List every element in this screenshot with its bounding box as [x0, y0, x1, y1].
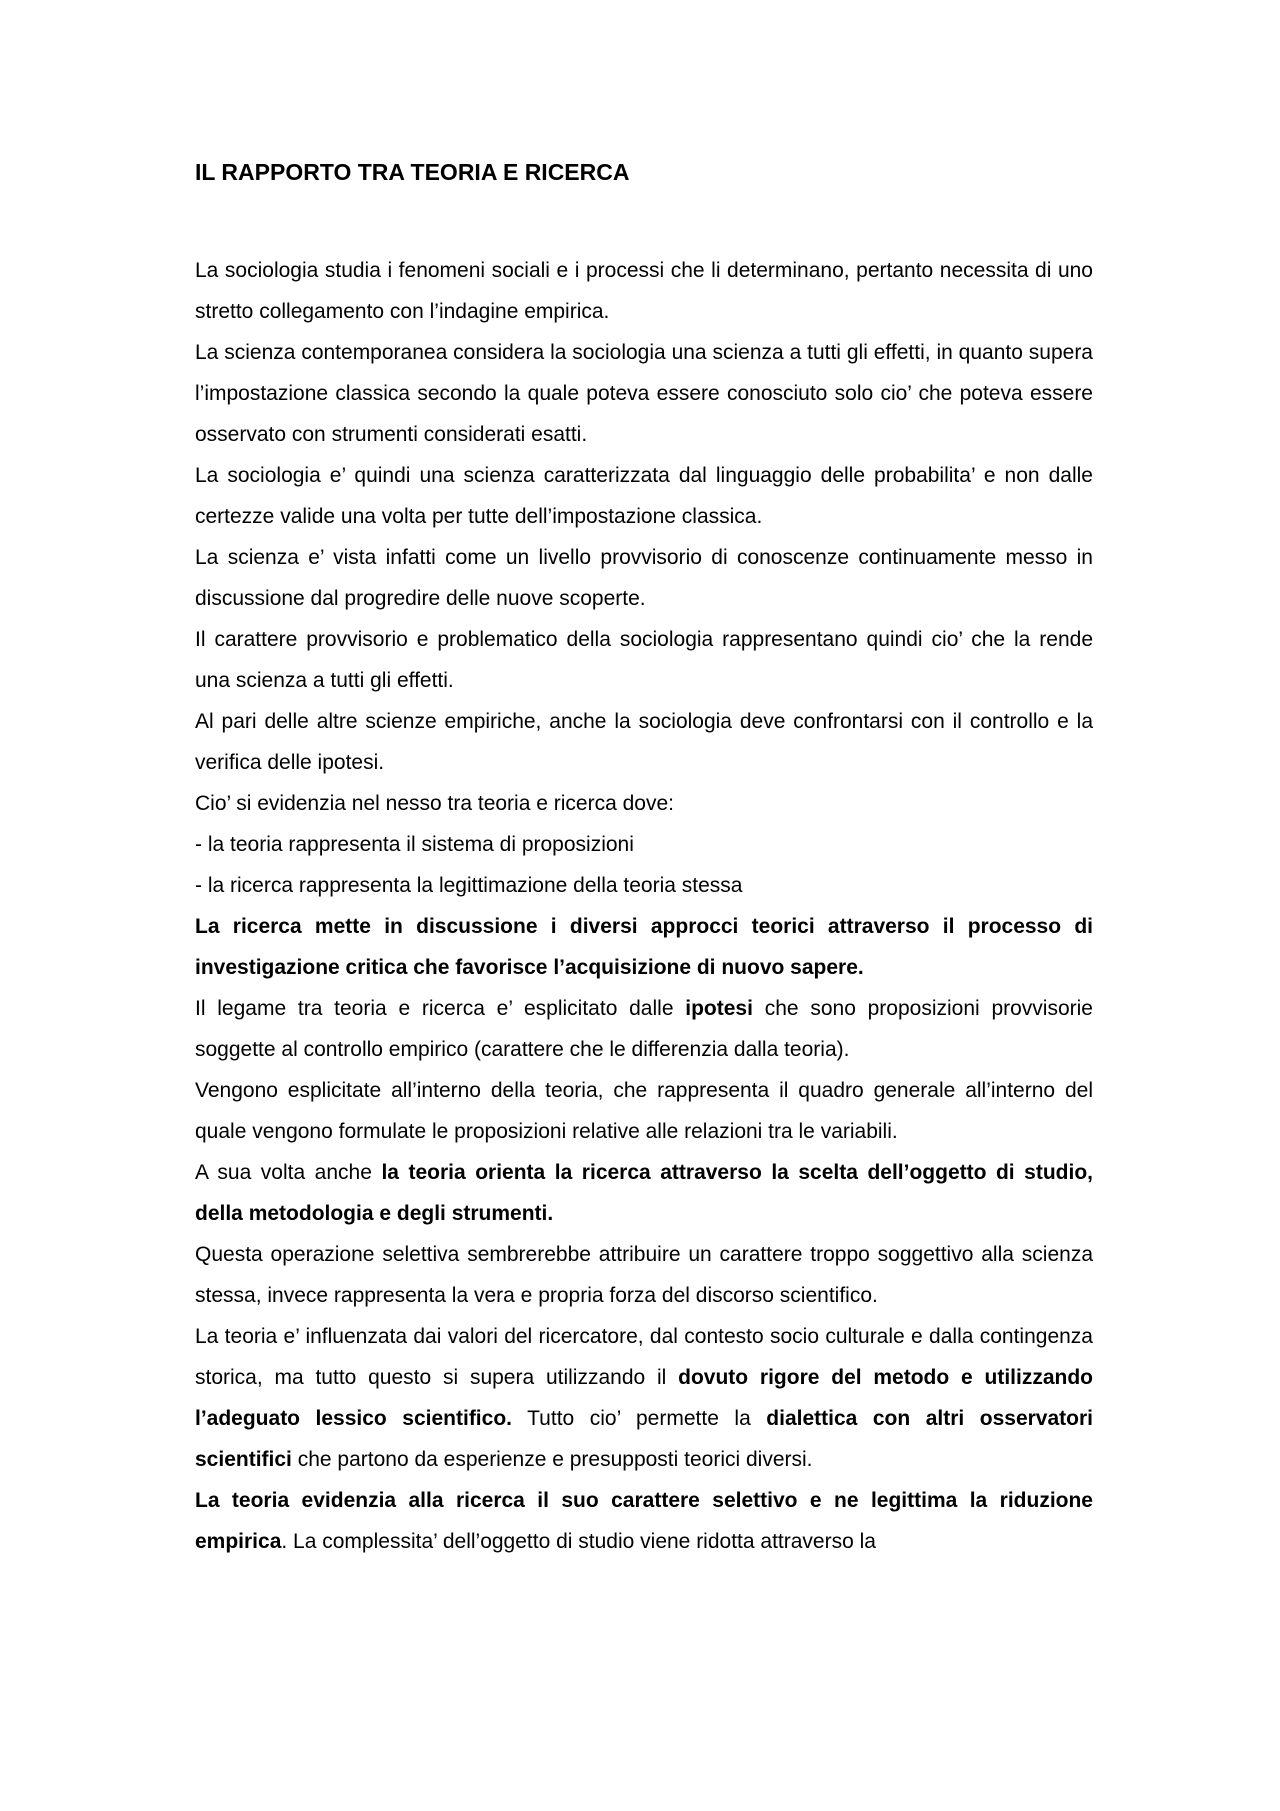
paragraph: [195, 1480, 1093, 1562]
document-page: [195, 150, 1093, 1562]
paragraph: [195, 537, 1093, 619]
text-run: La sociologia e’ quindi una scienza caratterizzata dal linguaggio delle probabilita’ e non dalle certezze valide una volta per tutte dell’impostazione classica.: [195, 464, 1093, 528]
document-body: [195, 250, 1093, 1562]
paragraph: [195, 1152, 1093, 1234]
paragraph: [195, 1070, 1093, 1152]
text-run: Tutto cio’ permette la: [511, 1407, 767, 1430]
text-run: - la teoria rappresenta il sistema di proposizioni: [195, 833, 634, 856]
paragraph: [195, 455, 1093, 537]
paragraph: [195, 619, 1093, 701]
text-run: che partono da esperienze e presupposti teorici diversi.: [291, 1448, 813, 1471]
text-run: - la ricerca rappresenta la legittimazione della teoria stessa: [195, 874, 743, 897]
bold-text-run: dovuto rigore del metodo e utilizzando l’adeguato lessico scientifico.: [195, 1366, 1093, 1430]
text-run: che sono proposizioni provvisorie soggette al controllo empirico (carattere che le differenzia dalla teoria).: [195, 997, 1093, 1061]
paragraph: [195, 783, 1093, 824]
text-run: Vengono esplicitate all’interno della teoria, che rappresenta il quadro generale all’interno del quale vengono formulate le proposizioni relative alle relazioni tra le variabili.: [195, 1079, 1093, 1143]
bold-text-run: La teoria evidenzia alla ricerca il suo carattere selettivo e ne legittima la riduzione empirica: [195, 1489, 1093, 1553]
text-run: La teoria e’ influenzata dai valori del ricercatore, dal contesto socio culturale e dalla contingenza storica, ma tutto questo si supera utilizzando il: [195, 1325, 1093, 1389]
paragraph: [195, 906, 1093, 988]
bold-text-run: La ricerca mette in discussione i diversi approcci teorici attraverso il processo di investigazione critica che favorisce l’acquisizione di nuovo sapere.: [195, 915, 1093, 979]
bold-text-run: dialettica con altri osservatori scientifici: [195, 1407, 1093, 1471]
paragraph: [195, 332, 1093, 455]
paragraph: [195, 988, 1093, 1070]
paragraph: [195, 250, 1093, 332]
paragraph: [195, 865, 1093, 906]
text-run: Questa operazione selettiva sembrerebbe attribuire un carattere troppo soggettivo alla scienza stessa, invece rappresenta la vera e propria forza del discorso scientifico.: [195, 1243, 1093, 1307]
text-run: Il legame tra teoria e ricerca e’ esplicitato dalle: [195, 997, 686, 1020]
paragraph: [195, 1316, 1093, 1480]
text-run: La scienza e’ vista infatti come un livello provvisorio di conoscenze continuamente messo in discussione dal progredire delle nuove scoperte.: [195, 546, 1093, 610]
text-run: Cio’ si evidenzia nel nesso tra teoria e ricerca dove:: [195, 792, 674, 815]
title-spacer: [195, 194, 1093, 250]
bold-text-run: la teoria orienta la ricerca attraverso la scelta dell’oggetto di studio, della metodologia e degli strumenti.: [195, 1161, 1093, 1225]
text-run: . La complessita’ dell’oggetto di studio viene ridotta attraverso la: [281, 1530, 876, 1553]
text-run: Al pari delle altre scienze empiriche, anche la sociologia deve confrontarsi con il controllo e la verifica delle ipotesi.: [195, 710, 1093, 774]
text-run: La sociologia studia i fenomeni sociali e i processi che li determinano, pertanto necessita di uno stretto collegamento con l’indagine empirica.: [195, 259, 1093, 323]
document-title: IL RAPPORTO TRA TEORIA E RICERCA: [195, 159, 630, 185]
paragraph: [195, 701, 1093, 783]
bold-text-run: ipotesi: [685, 997, 753, 1020]
text-run: A sua volta anche: [195, 1161, 382, 1184]
paragraph: [195, 1234, 1093, 1316]
text-run: Il carattere provvisorio e problematico della sociologia rappresentano quindi cio’ che la rende una scienza a tutti gli effetti.: [195, 628, 1093, 692]
paragraph: [195, 824, 1093, 865]
text-run: La scienza contemporanea considera la sociologia una scienza a tutti gli effetti, in quanto supera l’impostazione classica secondo la quale poteva essere conosciuto solo cio’ che poteva essere osservato con strumenti considerati esatti.: [195, 341, 1093, 446]
